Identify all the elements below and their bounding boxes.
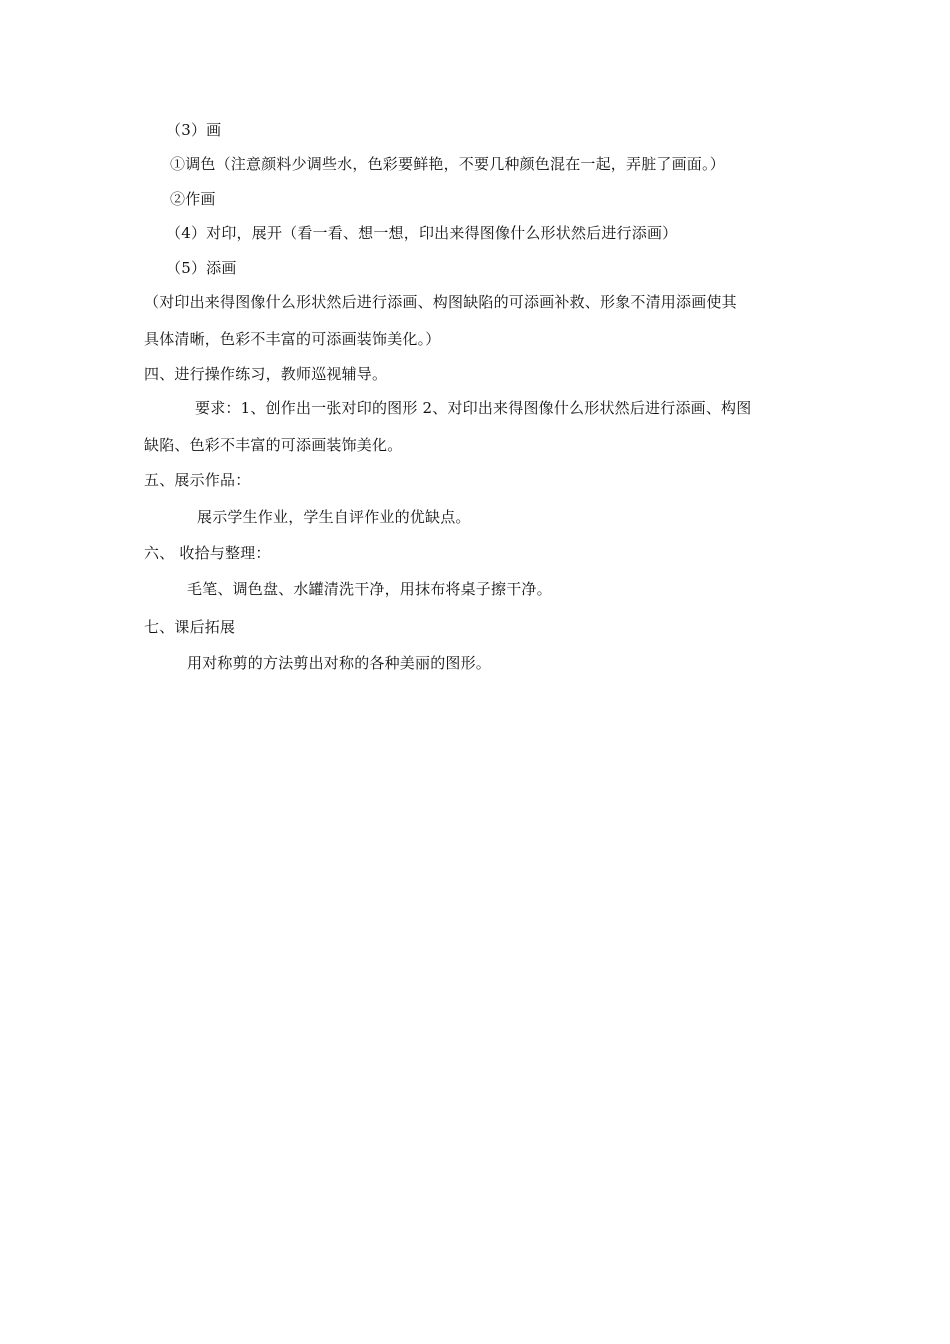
section5-body: 展示学生作业，学生自评作业的优缺点。: [197, 508, 471, 526]
section4-requirement-line1: 要求：1、创作出一张对印的图形 2、对印出来得图像什么形状然后进行添画、构图: [195, 399, 752, 417]
step5-title: （5）添画: [166, 259, 237, 277]
step5-description-line2: 具体清晰，色彩不丰富的可添画装饰美化。）: [144, 330, 441, 348]
section5-title: 五、展示作品：: [144, 471, 251, 489]
step3-title: （3）画: [166, 121, 222, 139]
section4-title: 四、进行操作练习，教师巡视辅导。: [144, 365, 388, 383]
step4-print-unfold: （4）对印，展开（看一看、想一想，印出来得图像什么形状然后进行添画）: [166, 224, 678, 242]
section7-title: 七、课后拓展: [144, 618, 236, 636]
section4-requirement-line2: 缺陷、色彩不丰富的可添画装饰美化。: [144, 436, 403, 454]
section6-body: 毛笔、调色盘、水罐清洗干净，用抹布将桌子擦干净。: [187, 580, 552, 598]
step5-description-line1: （对印出来得图像什么形状然后进行添画、构图缺陷的可添画补救、形象不清用添画使其: [144, 293, 737, 311]
step3-item-paint: ②作画: [170, 190, 216, 208]
step3-item-mix-colors: ①调色（注意颜料少调些水，色彩要鲜艳，不要几种颜色混在一起，弄脏了画面。）: [170, 155, 725, 173]
section6-title: 六、 收拾与整理：: [144, 544, 271, 562]
section7-body: 用对称剪的方法剪出对称的各种美丽的图形。: [187, 654, 492, 672]
